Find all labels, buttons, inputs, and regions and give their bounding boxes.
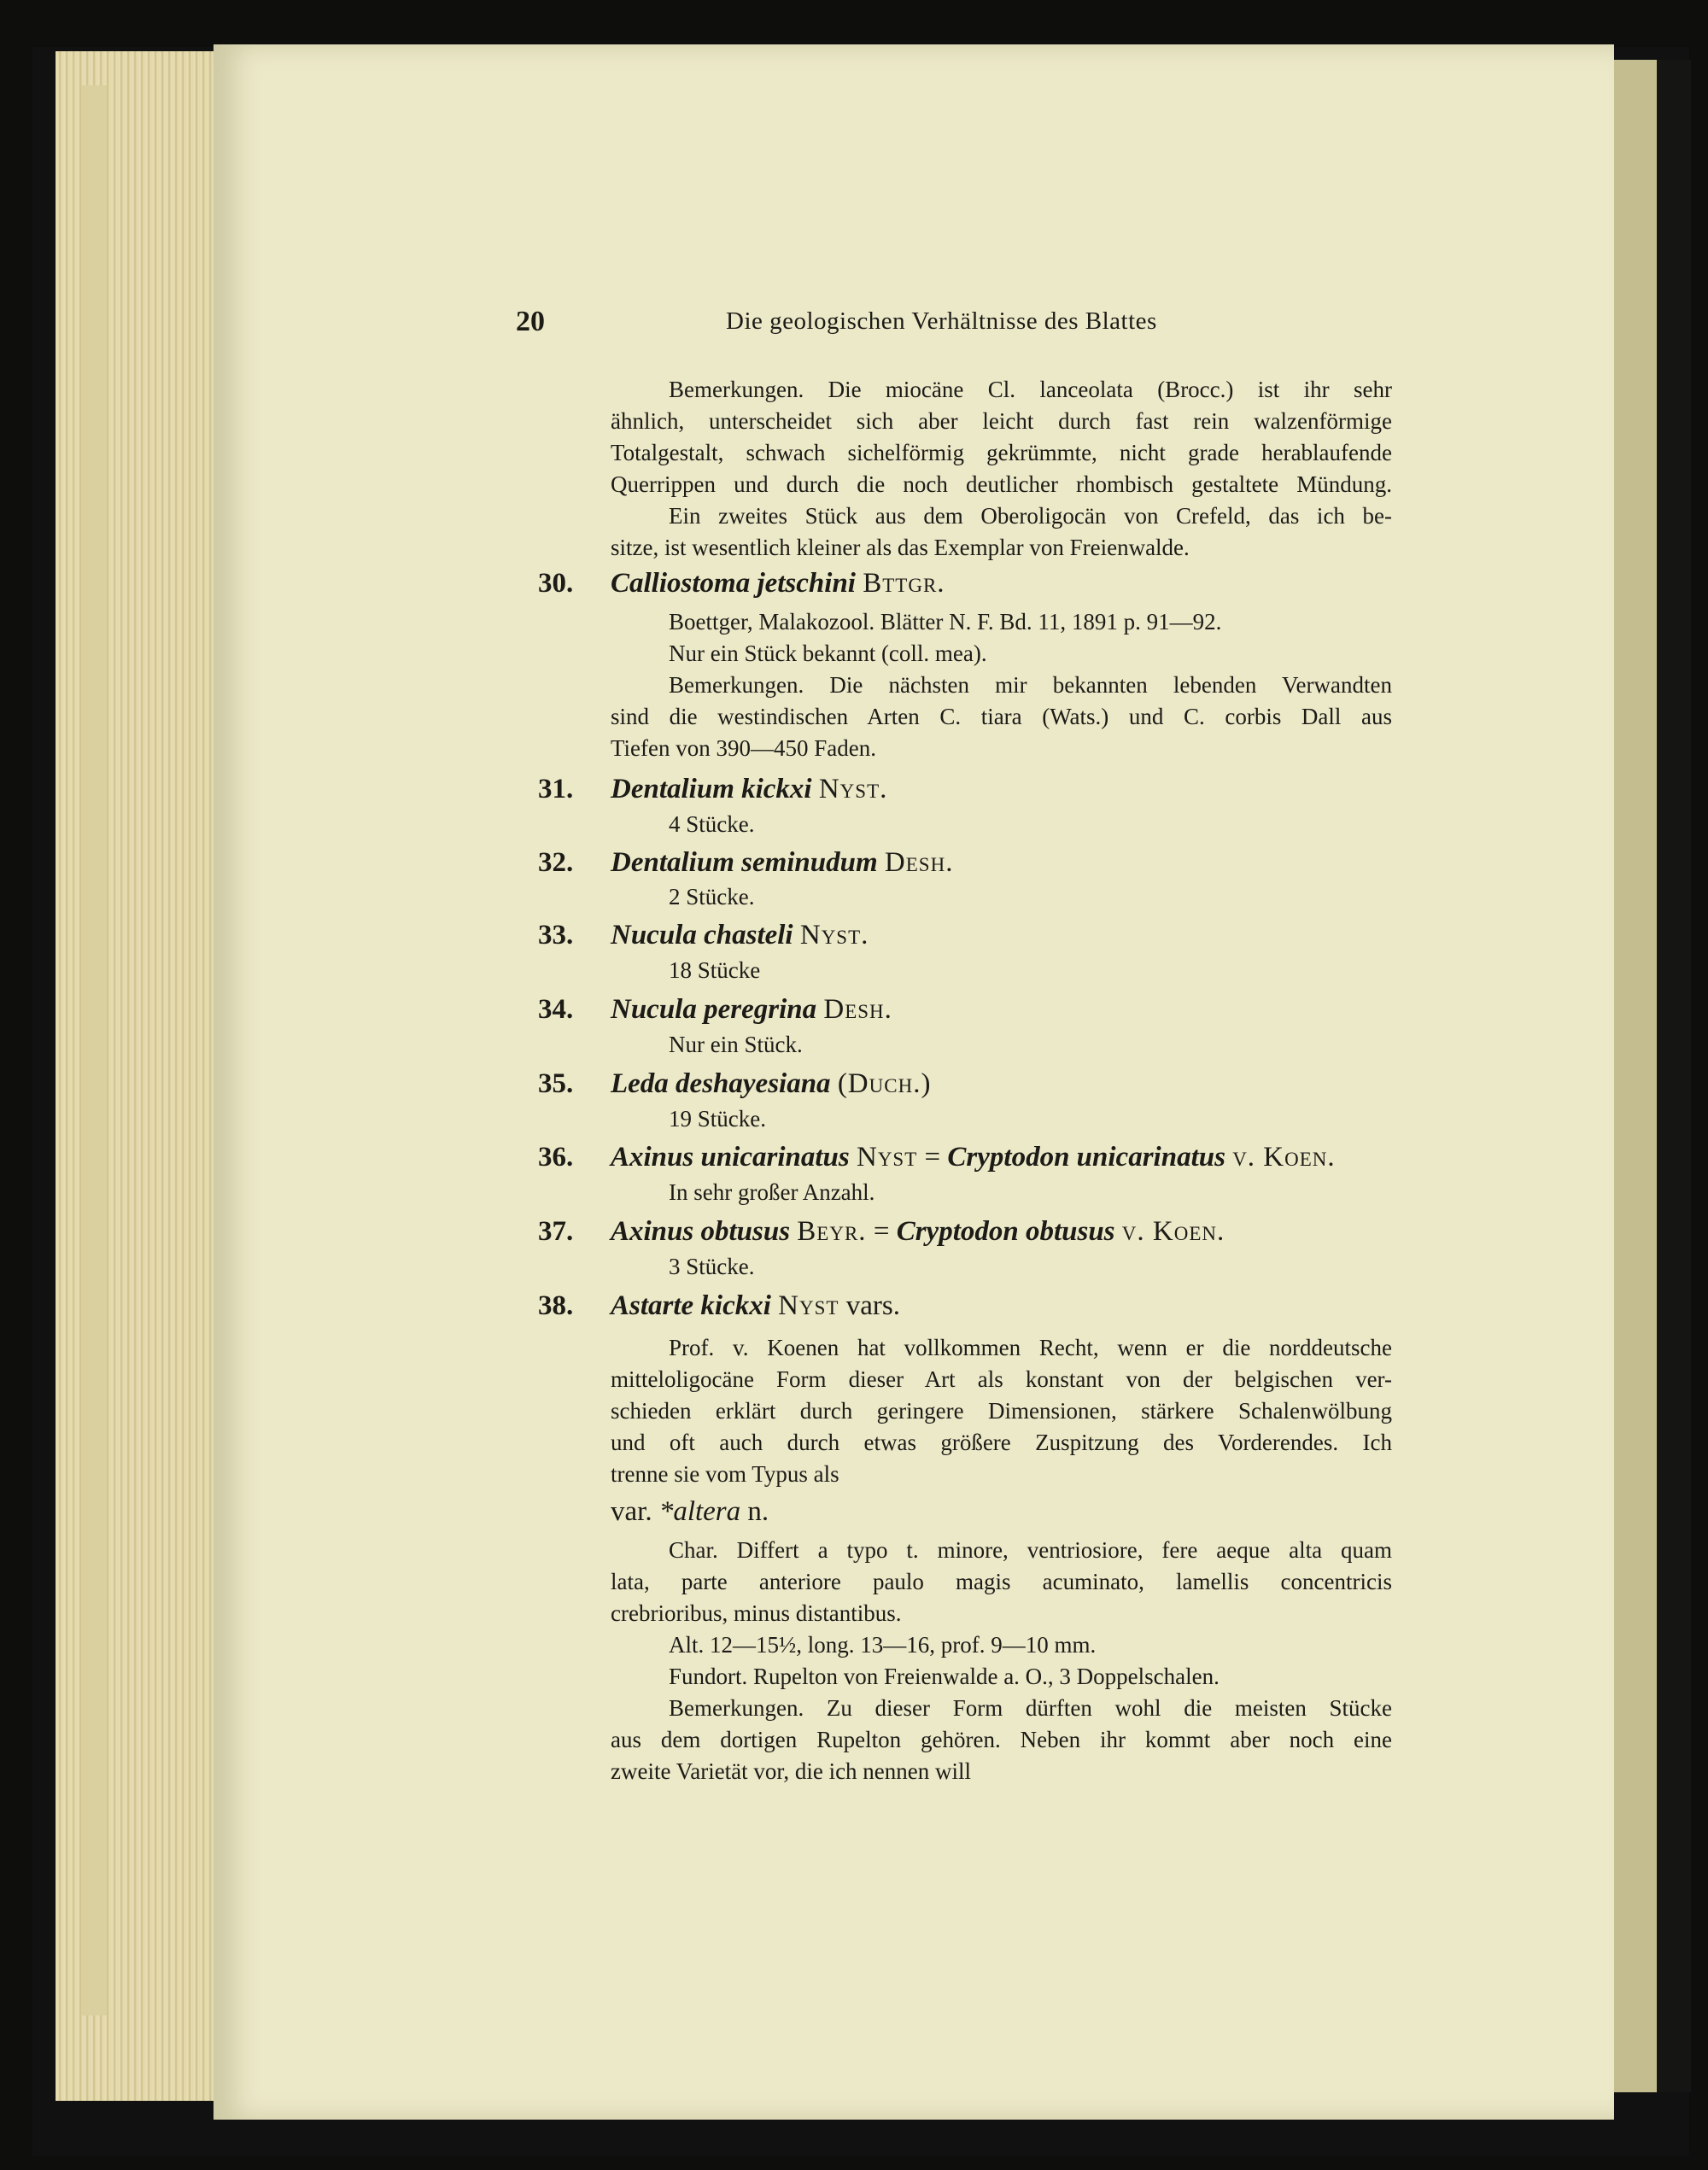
reference-line: Boettger, Malakozool. Blätter N. F. Bd. 11, 1891 p. 91—92. — [669, 609, 1222, 635]
body-line: trenne sie vom Typus als — [611, 1461, 839, 1487]
entry-heading — [611, 847, 953, 879]
entry-note: In sehr großer Anzahl. — [669, 1179, 875, 1205]
dimensions-line: Alt. 12—15½, long. 13—16, prof. 9—10 mm. — [669, 1632, 1097, 1658]
synonym-name: Cryptodon unicarinatus — [947, 1142, 1225, 1173]
intro-line: ähnlich, unterscheidet sich aber leicht durch fast rein walzenförmige — [611, 408, 1392, 434]
entry-note: 2 Stücke. — [669, 884, 755, 910]
entry-heading — [611, 568, 945, 600]
entry-note: 3 Stücke. — [669, 1254, 755, 1279]
entry-note: 4 Stücke. — [669, 811, 755, 837]
body-line: Tiefen von 390—450 Faden. — [611, 735, 876, 761]
species-name: Leda deshayesiana — [611, 1068, 831, 1099]
entry-heading — [611, 1142, 1336, 1173]
author: Bttgr. — [863, 568, 945, 599]
author: Nyst. — [799, 920, 869, 950]
body-line: Bemerkungen. Zu dieser Form dürften wohl die meisten Stücke — [669, 1695, 1392, 1721]
locality-line: Fundort. Rupelton von Freienwalde a. O., 3 Doppelschalen. — [669, 1664, 1220, 1689]
body-line: lata, parte anteriore paulo magis acuminato, lamellis concentricis — [611, 1569, 1392, 1594]
variety-heading — [611, 1496, 769, 1528]
body-line: Nur ein Stück bekannt (coll. mea). — [669, 640, 987, 666]
body-line: zweite Varietät vor, die ich nennen will — [611, 1758, 972, 1784]
author: Desh. — [884, 847, 954, 878]
species-name: Axinus obtusus — [611, 1216, 791, 1247]
entry-heading — [611, 994, 892, 1026]
synonym-name: Cryptodon obtusus — [896, 1216, 1115, 1247]
synonym-author: v. Koen. — [1232, 1142, 1336, 1173]
entry-note: 19 Stücke. — [669, 1106, 766, 1132]
variety-suffix: n. — [747, 1496, 769, 1527]
entry-30-body — [611, 606, 1392, 764]
entry-heading — [611, 1068, 931, 1100]
body-line: aus dem dortigen Rupelton gehören. Neben ihr kommt aber noch eine — [611, 1727, 1392, 1752]
entry-heading — [611, 774, 887, 805]
entry-number: 36. — [538, 1142, 574, 1173]
entry-note: 18 Stücke — [669, 957, 761, 983]
intro-line: sitze, ist wesentlich kleiner als das Exemplar von Freienwalde. — [611, 535, 1190, 560]
species-name: Axinus unicarinatus — [611, 1142, 850, 1173]
body-line: Bemerkungen. Die nächsten mir bekannten lebenden Verwandten — [669, 672, 1392, 698]
entry-heading — [611, 1290, 900, 1322]
entry-number: 30. — [538, 568, 574, 599]
author: Desh. — [823, 994, 892, 1025]
body-line: und oft auch durch etwas größere Zuspitzung des Vorderendes. Ich — [611, 1430, 1392, 1455]
entry-number: 33. — [538, 920, 574, 950]
body-line: sind die westindischen Arten C. tiara (Wats.) und C. corbis Dall aus — [611, 704, 1392, 729]
body-line: schieden erklärt durch geringere Dimensionen, stärkere Schalenwölbung — [611, 1398, 1392, 1424]
species-name: Nucula chasteli — [611, 920, 793, 950]
intro-line: Totalgestalt, schwach sichelförmig gekrümmte, nicht grade herablaufende — [611, 440, 1392, 465]
author: Nyst. — [818, 774, 888, 804]
entry-number: 35. — [538, 1068, 574, 1099]
variety-prefix: var. — [611, 1496, 652, 1527]
author: (Duch.) — [837, 1068, 932, 1099]
page-stack-edge — [81, 85, 107, 2015]
synonym-sign: = — [873, 1216, 890, 1247]
species-name: Nucula peregrina — [611, 994, 817, 1025]
species-name: Calliostoma jetschini — [611, 568, 856, 599]
synonym-author: v. Koen. — [1121, 1216, 1225, 1247]
intro-line: Ein zweites Stück aus dem Oberoligocän von Crefeld, das ich be- — [669, 503, 1392, 529]
body-line: mitteloligocäne Form dieser Art als konstant von der belgischen ver- — [611, 1366, 1392, 1392]
species-name: Dentalium seminudum — [611, 847, 878, 878]
body-line: Char. Differt a typo t. minore, ventriosiore, fere aeque alta quam — [669, 1537, 1392, 1563]
author: Nyst — [856, 1142, 918, 1173]
entry-heading — [611, 1216, 1225, 1248]
species-name: Dentalium kickxi — [611, 774, 812, 804]
entry-heading — [611, 920, 869, 951]
body-line: Prof. v. Koenen hat vollkommen Recht, wenn er die norddeutsche — [669, 1335, 1392, 1360]
variety-name: *altera — [658, 1496, 741, 1527]
running-title: Die geologischen Verhältnisse des Blattes — [726, 307, 1157, 335]
entry-number: 32. — [538, 847, 574, 878]
entry-note: Nur ein Stück. — [669, 1032, 803, 1057]
entry-38-body — [611, 1332, 1392, 1490]
intro-line: Querrippen und durch die noch deutlicher rhombisch gestaltete Mündung. — [611, 471, 1392, 497]
variety-body — [611, 1535, 1392, 1787]
author: Nyst — [778, 1290, 839, 1321]
entry-number: 31. — [538, 774, 574, 804]
entry-number: 38. — [538, 1290, 574, 1321]
author: Beyr. — [797, 1216, 867, 1247]
page-number: 20 — [516, 306, 545, 337]
heading-suffix: vars. — [845, 1290, 900, 1321]
species-name: Astarte kickxi — [611, 1290, 771, 1321]
intro-line: Bemerkungen. Die miocäne Cl. lanceolata (Brocc.) ist ihr sehr — [669, 377, 1392, 402]
entry-number: 37. — [538, 1216, 574, 1247]
intro-paragraph — [611, 374, 1392, 564]
page-stack — [56, 51, 218, 2101]
binding-shadow — [1657, 60, 1691, 2092]
synonym-sign: = — [924, 1142, 941, 1173]
body-line: crebrioribus, minus distantibus. — [611, 1600, 902, 1626]
entry-number: 34. — [538, 994, 574, 1025]
